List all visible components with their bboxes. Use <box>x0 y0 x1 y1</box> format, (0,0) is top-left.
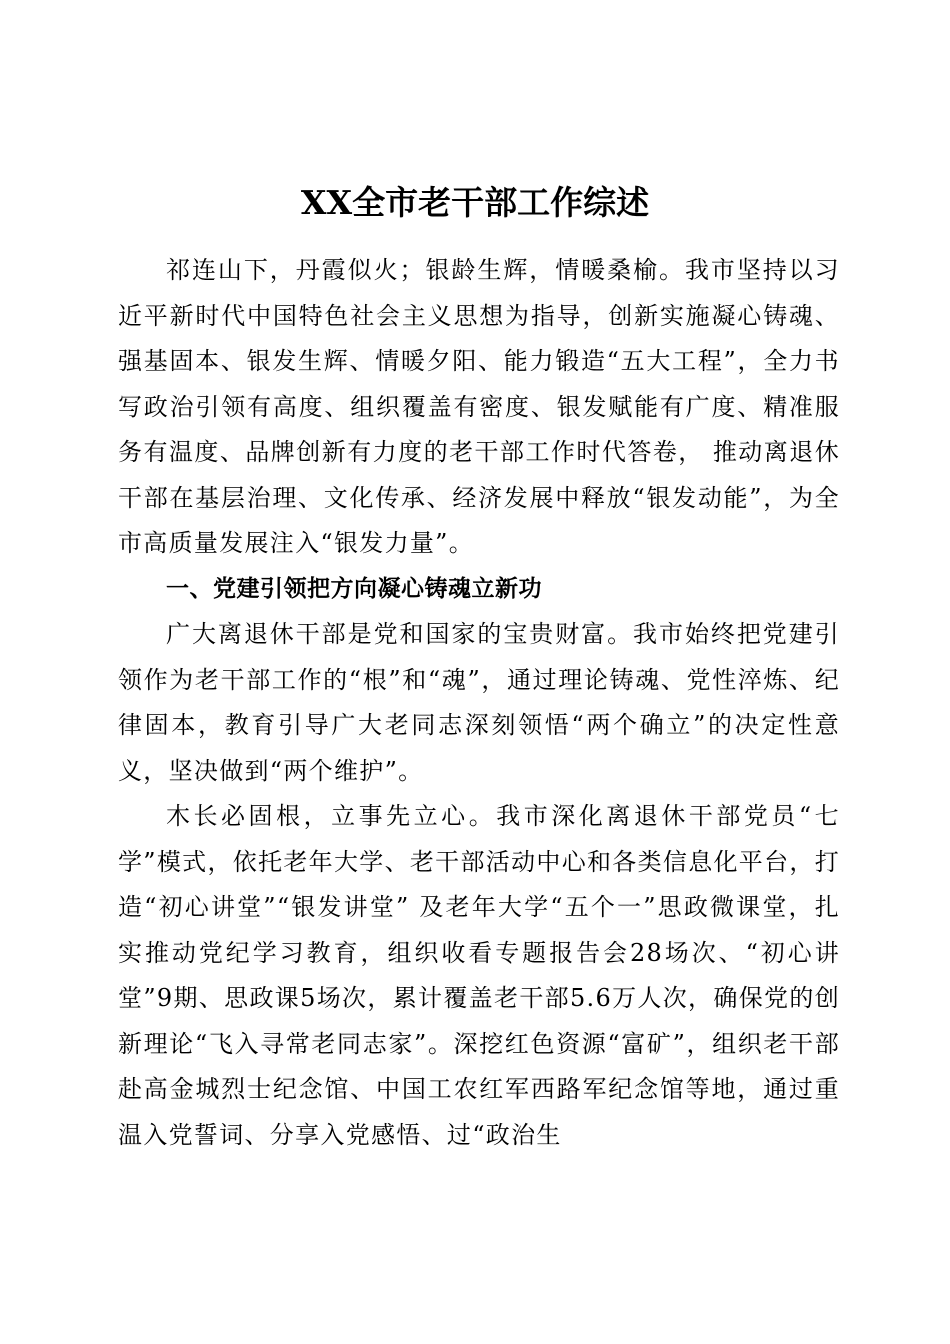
section-1-paragraph-1: 广大离退休干部是党和国家的宝贵财富。我市始终把党建引领作为老干部工作的“根”和“魂”，通过理论铸魂、党性淬炼、纪律固本，教育引导广大老同志深刻领悟“两个确立”的决定性意义，坚决做到“两个维护”。 <box>118 620 840 785</box>
intro-paragraph: 祁连山下，丹霞似火；银龄生辉，情暖桑榆。我市坚持以习近平新时代中国特色社会主义思想为指导，创新实施凝心铸魂、强基固本、银发生辉、情暖夕阳、能力锻造“五大工程”，全力书写政治引领有高度、组织覆盖有密度、银发赋能有广度、精准服务有温度、品牌创新有力度的老干部工作时代答卷， 推动离退休干部在基层治理、文化传承、经济发展中释放“银发动能”，为全市高质量发展注入“银发力量”。 <box>118 256 840 557</box>
section-heading-1: 一、党建引领把方向凝心铸魂立新功 <box>166 575 542 602</box>
document-title: XX全市老干部工作综述 <box>300 183 650 222</box>
section-1-paragraph-2: 木长必固根，立事先立心。我市深化离退休干部党员“七学”模式，依托老年大学、老干部活动中心和各类信息化平台，打造“初心讲堂”“银发讲堂” 及老年大学“五个一”思政微课堂，扎实推动党纪学习教育，组织收看专题报告会28场次、“初心讲堂”9期、思政课5场次，累计覆盖老干部5.6万人次，确保党的创新理论“飞入寻常老同志家”。深挖红色资源“富矿”，组织老干部赴高金城烈士纪念馆、中国工农红军西路军纪念馆等地，通过重温入党誓词、分享入党感悟、过“政治生 <box>118 802 840 1149</box>
document-body <box>118 248 840 1158</box>
